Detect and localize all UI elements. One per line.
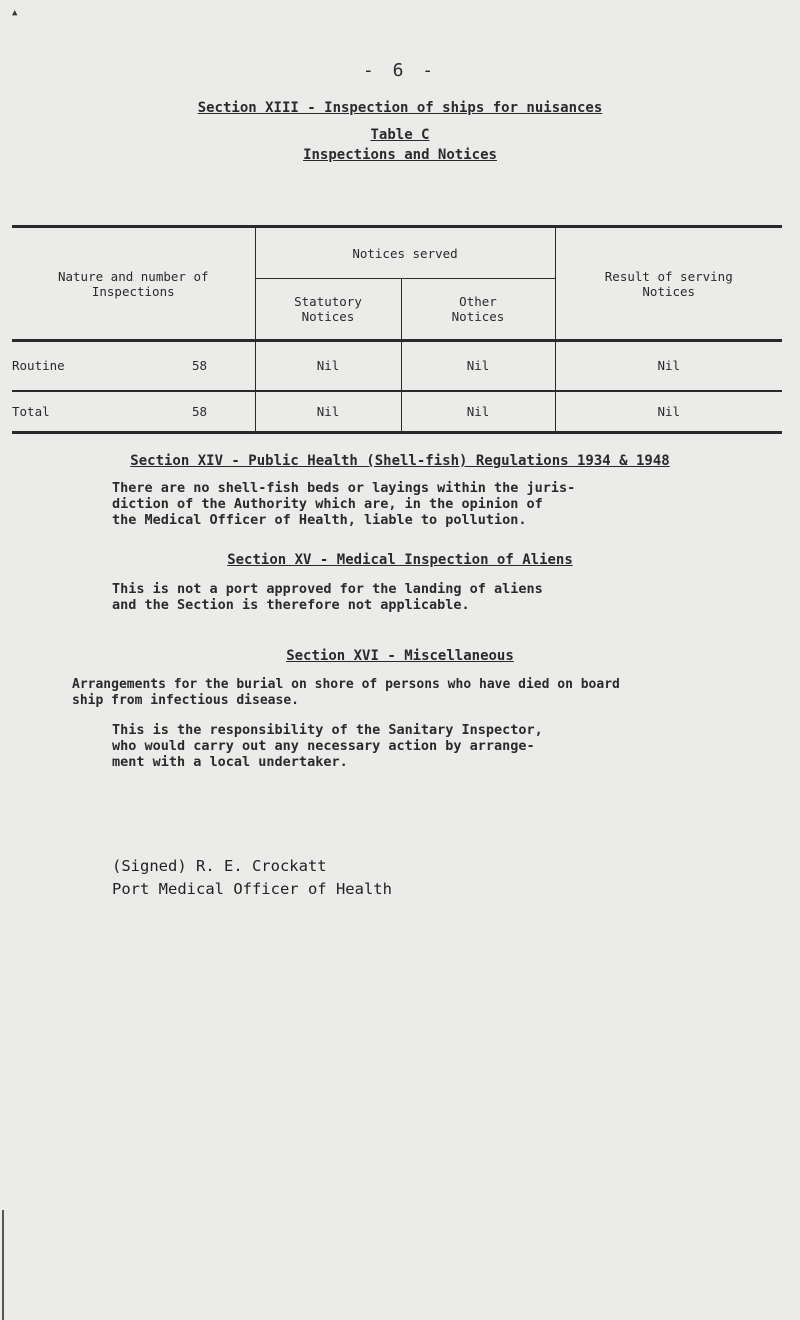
table-row	[12, 341, 782, 391]
table-title: Table C	[370, 127, 430, 143]
notices-served-header: Notices served	[255, 227, 555, 279]
table-row	[12, 391, 782, 433]
section-xiii-heading: Section XIII - Inspection of ships for nuisances	[197, 100, 603, 116]
signature-title: Port Medical Officer of Health	[112, 880, 392, 898]
signature-name: (Signed) R. E. Crockatt	[112, 857, 327, 875]
row-number: 58	[192, 403, 208, 419]
row-label: Routine	[12, 358, 65, 374]
other-cell: Nil	[401, 391, 555, 433]
result-cell: Nil	[555, 391, 782, 433]
other-header: Other Notices	[401, 279, 555, 341]
section-xv-heading: Section XV - Medical Inspection of Aliens	[227, 552, 573, 568]
result-header: Result of serving Notices	[555, 227, 782, 341]
page-number: - 6 -	[362, 60, 438, 81]
row-label-cell	[12, 391, 255, 433]
nature-header: Nature and number of Inspections	[12, 227, 255, 341]
row-label: Total	[12, 403, 50, 419]
section-xv-body: This is not a port approved for the landing of aliens and the Section is therefore not applicable.	[112, 581, 543, 613]
corner-mark: ▲	[12, 8, 18, 18]
section-xiv-heading: Section XIV - Public Health (Shell-fish) Regulations 1934 & 1948	[130, 453, 670, 469]
page-edge-line	[2, 1210, 4, 1320]
statutory-cell: Nil	[255, 391, 401, 433]
result-cell: Nil	[555, 341, 782, 391]
section-xiv-body: There are no shell-fish beds or layings within the juris- diction of the Authority which are, in the opinion of the Medical Officer of Health, liable to pollution.	[112, 480, 576, 528]
row-number: 58	[192, 358, 208, 374]
inspections-table	[12, 225, 782, 434]
section-xvi-body-1: Arrangements for the burial on shore of persons who have died on board ship from infectious disease.	[72, 677, 620, 708]
table-subtitle: Inspections and Notices	[303, 147, 497, 163]
statutory-header: Statutory Notices	[255, 279, 401, 341]
section-xvi-body-2: This is the responsibility of the Sanitary Inspector, who would carry out any necessary action by arrange- ment with a local undertaker.	[112, 722, 543, 770]
row-label-cell	[12, 341, 255, 391]
other-cell: Nil	[401, 341, 555, 391]
section-xvi-heading: Section XVI - Miscellaneous	[286, 648, 514, 664]
statutory-cell: Nil	[255, 341, 401, 391]
